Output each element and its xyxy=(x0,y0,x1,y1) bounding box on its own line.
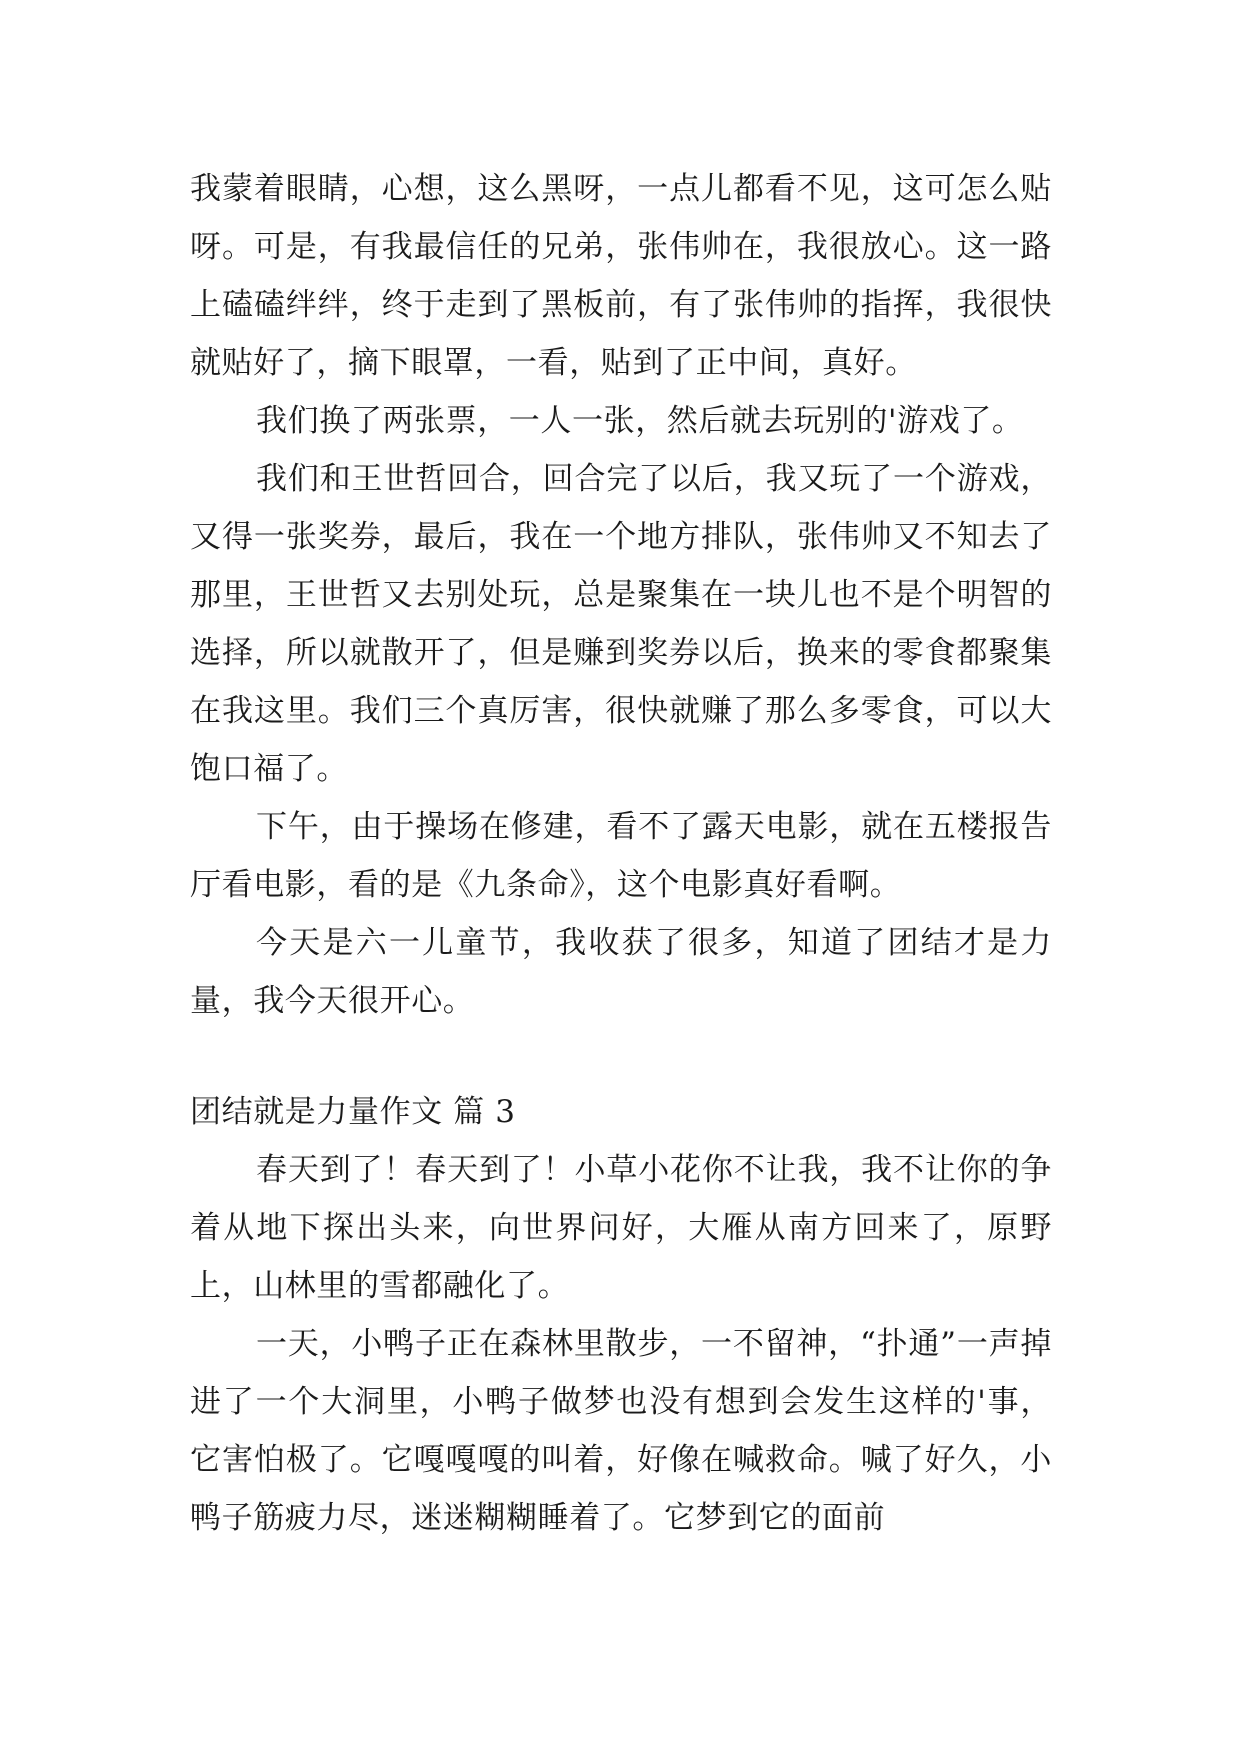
paragraph: 下午，由于操场在修建，看不了露天电影，就在五楼报告厅看电影，看的是《九条命》，这个电影真好看啊。 xyxy=(190,809,1052,903)
paragraph: 今天是六一儿童节，我收获了很多，知道了团结才是力量，我今天很开心。 xyxy=(190,925,1052,1019)
paragraph: 我蒙着眼睛，心想，这么黑呀，一点儿都看不见，这可怎么贴呀。可是，有我最信任的兄弟，张伟帅在，我很放心。这一路上磕磕绊绊，终于走到了黑板前，有了张伟帅的指挥，我很快就贴好了，摘下眼罩，一看，贴到了正中间，真好。 xyxy=(190,171,1052,381)
document-body xyxy=(190,160,1052,1547)
paragraph: 我们和王世哲回合，回合完了以后，我又玩了一个游戏，又得一张奖券，最后，我在一个地方排队，张伟帅又不知去了那里，王世哲又去别处玩，总是聚集在一块儿也不是个明智的选择，所以就散开了，但是赚到奖券以后，换来的零食都聚集在我这里。我们三个真厉害，很快就赚了那么多零食，可以大饱口福了。 xyxy=(190,461,1052,787)
paragraph: 我们换了两张票，一人一张，然后就去玩别的'游戏了。 xyxy=(256,403,1024,439)
paragraph: 一天，小鸭子正在森林里散步，一不留神，“扑通”一声掉进了一个大洞里，小鸭子做梦也没有想到会发生这样的'事，它害怕极了。它嘎嘎嘎的叫着，好像在喊救命。喊了好久，小鸭子筋疲力尽，迷迷糊糊睡着了。它梦到它的面前 xyxy=(190,1326,1052,1536)
section-spacer xyxy=(190,1030,1052,1083)
paragraph: 春天到了！春天到了！小草小花你不让我，我不让你的争着从地下探出头来，向世界问好，大雁从南方回来了，原野上，山林里的雪都融化了。 xyxy=(190,1152,1052,1304)
section-heading: 团结就是力量作文 篇 3 xyxy=(190,1094,516,1130)
